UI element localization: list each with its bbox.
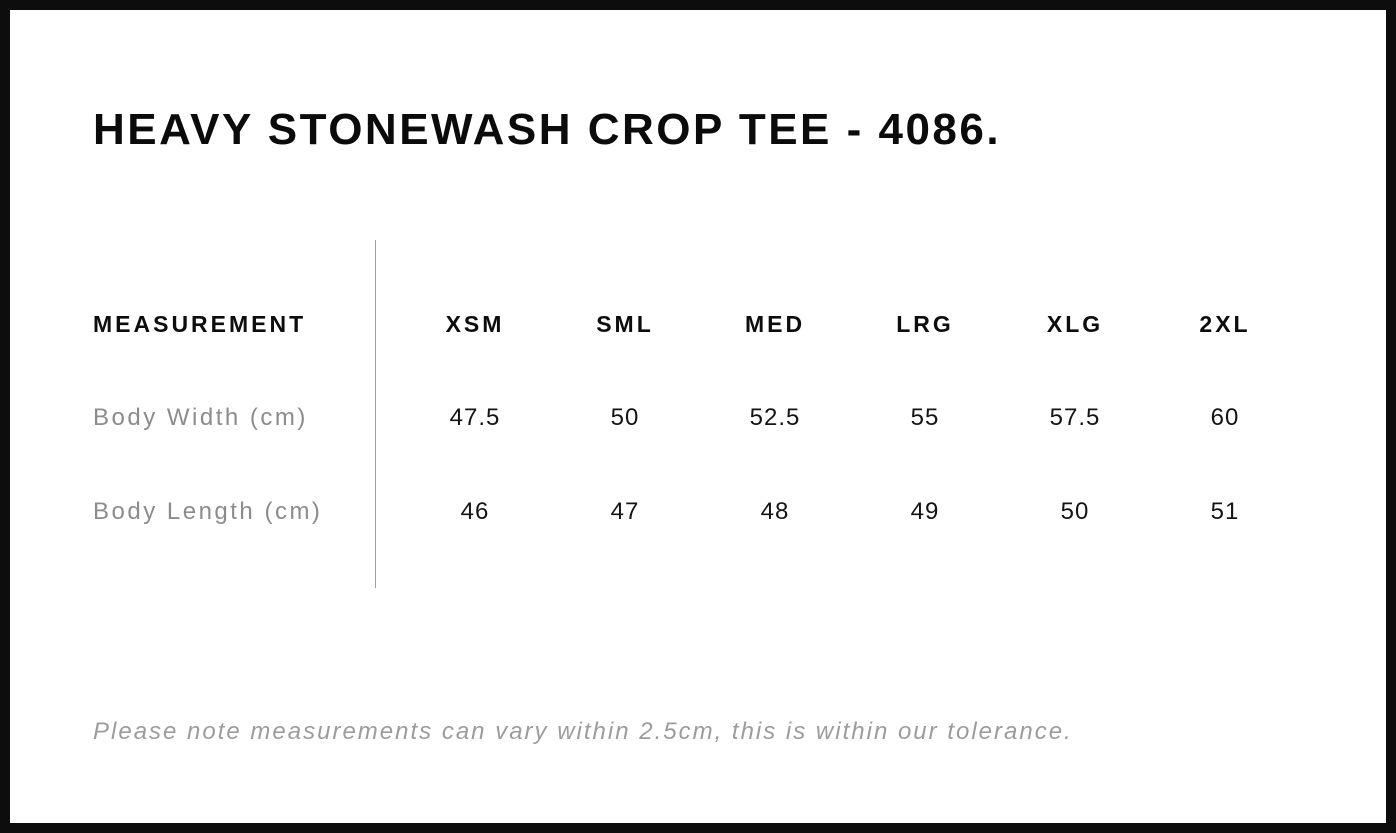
size-table: [93, 277, 1300, 559]
column-header-2xl: 2XL: [1199, 310, 1251, 337]
column-header-xlg: XLG: [1046, 310, 1104, 337]
column-header-med: MED: [744, 310, 806, 337]
body-width-xlg: 57.5: [1049, 404, 1101, 431]
column-header-xsm: XSM: [445, 310, 505, 337]
body-length-lrg: 49: [910, 498, 940, 525]
column-header-sml: SML: [596, 310, 654, 337]
body-width-sml: 50: [610, 404, 640, 431]
body-length-2xl: 51: [1210, 498, 1240, 525]
body-width-lrg: 55: [910, 404, 940, 431]
tolerance-note: Please note measurements can vary within 2.5cm, this is within our tolerance.: [93, 718, 1073, 745]
row-label-body-length: Body Length (cm): [93, 498, 323, 525]
body-width-med: 52.5: [749, 404, 801, 431]
column-header-lrg: LRG: [896, 310, 954, 337]
column-header-measurement: MEASUREMENT: [93, 310, 307, 337]
body-length-xsm: 46: [460, 498, 490, 525]
body-length-med: 48: [760, 498, 790, 525]
body-width-xsm: 47.5: [449, 404, 501, 431]
body-length-sml: 47: [610, 498, 640, 525]
row-label-body-width: Body Width (cm): [93, 404, 308, 431]
page-title: HEAVY STONEWASH CROP TEE - 4086.: [93, 105, 1002, 154]
body-length-xlg: 50: [1060, 498, 1090, 525]
body-width-2xl: 60: [1210, 404, 1240, 431]
